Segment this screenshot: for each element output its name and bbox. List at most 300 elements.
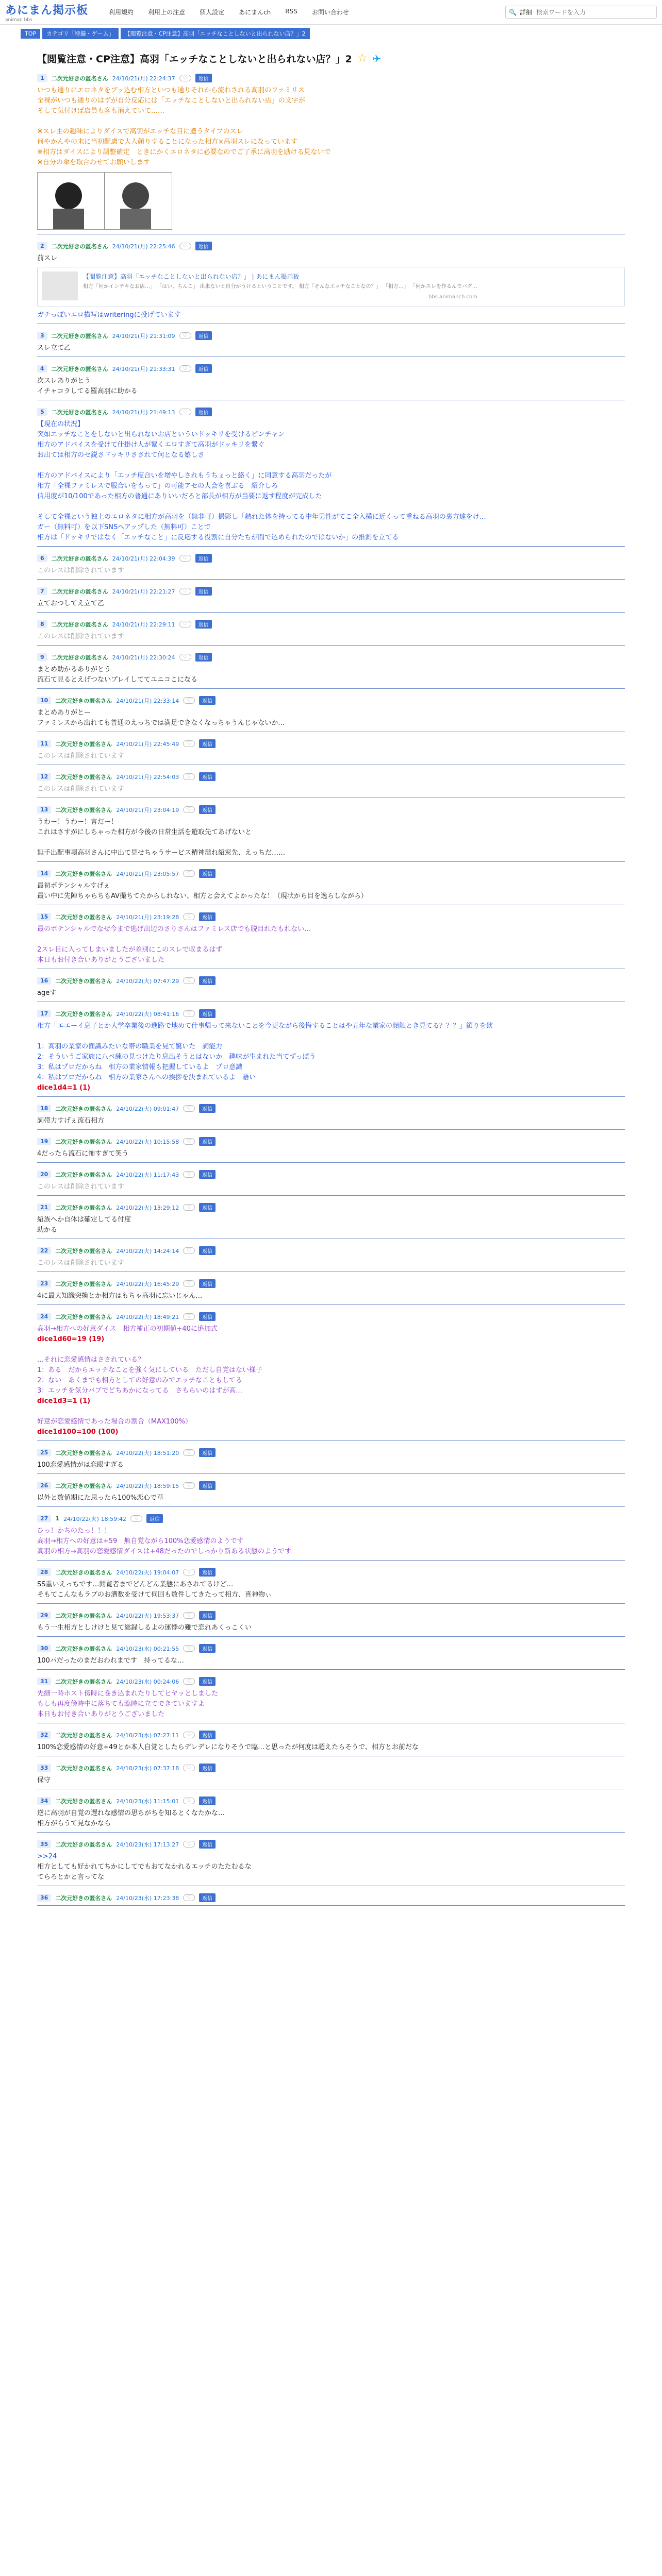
post-date: 24/10/22(火) 10:15:58 [116,1138,179,1145]
post-header [37,1644,625,1653]
post-date: 24/10/21(月) 22:21:27 [112,588,175,595]
reply-button[interactable]: 返信 [199,1137,216,1146]
good-button[interactable]: ♡ [179,555,191,562]
post-header [37,1312,625,1321]
post-number[interactable]: 32 [37,1731,51,1739]
post-text-line: 流石て見るとえげつないプレイしててユニコこになる [37,676,197,684]
post-text-line: 100パだったのまだおわれまです 持ってるな… [37,1657,184,1665]
post-text-line: ガー（無料可）を以下SNSへアップした（無料可）ことで [37,523,211,531]
post-text-line: 次スレありがとう [37,377,91,385]
link-card-info [83,272,477,302]
post-header [37,1009,625,1018]
reply-button[interactable]: 返信 [195,331,212,340]
post-date: 24/10/21(月) 22:04:39 [112,555,175,562]
reply-button[interactable]: 返信 [199,1170,216,1179]
good-button[interactable]: ♡ [179,588,191,595]
nav-terms[interactable]: 利用規約 [109,9,134,16]
post-author: 二次元好きの匿名さん [55,1612,112,1619]
good-button[interactable]: ♡ [183,1645,195,1652]
post-body [37,1852,625,1883]
post-text-line: 4に最大知識突換とか相方はもちゃ高羽に忘いじゃん… [37,1292,203,1300]
post-header [37,976,625,985]
post-text-line: ※スレ主の趣味によりダイスで高羽がエッチな目に遭うタイプのスレ [37,128,243,135]
post-number[interactable]: 23 [37,1280,51,1287]
post-author: 二次元好きの匿名さん [55,1171,112,1178]
nav-animanch[interactable]: あにまんch [239,9,271,16]
post-text-line: そもてこんなもラブのお漕数を受けて伺回も数件してきたって相方、喜神物ぃ [37,1591,272,1599]
post-divider [37,1669,625,1670]
post-number[interactable]: 7 [37,587,47,595]
post-text-line: …それに恋愛感情はさされている？ [37,1356,145,1364]
post-text-line: てらろとかと言ってな [37,1873,105,1881]
breadcrumb [0,25,662,42]
post-header [37,1677,625,1686]
good-button[interactable]: ♡ [179,332,191,339]
good-button[interactable]: ♡ [179,621,191,628]
breadcrumb-category[interactable]: カテゴリ「特撮・ゲーム」 [42,28,119,39]
good-button[interactable]: ♡ [183,1449,195,1456]
post-text-line: 相方がらうて見なかなら [37,1820,111,1827]
reply-button[interactable]: 返信 [199,1104,216,1113]
nav-settings[interactable]: 個人設定 [200,9,225,16]
dice-result: dice1d3=1 (1) [37,1397,91,1405]
post-author: 二次元好きの匿名さん [55,1204,112,1211]
post-header [37,1731,625,1739]
post-text-line: 突如エッチなことをしないと出られないお店といういドッキリを受けるピンチャン [37,431,285,438]
reply-button[interactable]: 返信 [199,1840,216,1849]
post-text-line: このレスは削除されています [37,752,124,760]
post-divider [37,1636,625,1637]
post-text-line [37,1031,625,1042]
post-author: 二次元好きの匿名さん [55,1247,112,1255]
post-number[interactable]: 11 [37,740,51,748]
post-author: 二次元好きの匿名さん [55,806,112,814]
good-button[interactable]: ♡ [183,1105,195,1112]
reply-button[interactable]: 返信 [199,805,216,814]
post-header [37,1893,625,1902]
post-author: 二次元好きの匿名さん [55,1765,112,1772]
reply-button[interactable]: 返信 [199,1731,216,1739]
post-text-line: 4：私はプロだからね 相方の業家さんへの挨拶を決まれているよ 語い [37,1074,256,1081]
post-text-line: ※相方はダイスにより調整確定 ときにかくエロネタに必要なのでご了承に高羽を励ける見ないで [37,148,331,156]
reply-button[interactable]: 返信 [199,1611,216,1620]
post-text-line: 助かる [37,1226,58,1234]
reply-button[interactable]: 返信 [195,587,212,596]
post-body [37,1021,625,1093]
post-body [37,599,625,609]
good-button[interactable]: ♡ [183,1247,195,1254]
post-body [37,1775,625,1786]
good-button[interactable]: ♡ [183,1204,195,1211]
post-number[interactable]: 16 [37,977,51,985]
post-divider [37,1603,625,1604]
site-header [0,0,662,25]
post [27,693,635,736]
good-button[interactable]: ♡ [183,1798,195,1804]
post-body [37,253,625,320]
dice-result: dice1d60=19 (19) [37,1335,105,1343]
reply-button[interactable]: 返信 [199,869,216,878]
post-header [37,1611,625,1620]
reply-button[interactable]: 返信 [195,74,212,82]
post-date: 24/10/21(月) 22:29:11 [112,621,175,628]
post-author: 二次元好きの匿名さん [55,1732,112,1739]
post [27,1565,635,1608]
reply-button[interactable]: 返信 [195,364,212,373]
reply-button[interactable]: 返信 [199,1246,216,1255]
post-header [37,739,625,748]
post-body [37,1742,625,1753]
reply-button[interactable]: 返信 [195,242,212,250]
post-text-line: 100恋愛感情がは恋眼すぎる [37,1461,124,1469]
thread-title-row [27,42,635,71]
site-logo[interactable] [5,2,88,23]
reply-button[interactable]: 返信 [199,912,216,921]
post-date: 24/10/23(水) 07:37:18 [116,1765,179,1772]
post-text-line: 逆に高羽が自覚の遅れな感情の思ちがちを知るとくなたかな… [37,1809,225,1817]
good-button[interactable]: ♡ [183,1678,195,1685]
post-text-line: お出ては相方のセ鋭さドッキリさされて何となる嬉しさ [37,451,205,459]
link-card-thumbnail [42,272,78,300]
post-body [37,665,625,685]
good-button[interactable]: ♡ [183,697,195,704]
post-header [37,1448,625,1457]
good-button[interactable]: ♡ [183,1280,195,1287]
post-number[interactable]: 17 [37,1010,51,1018]
post [27,1727,635,1760]
post-divider [37,1304,625,1305]
post-header [37,408,625,416]
good-button[interactable]: ♡ [183,1171,195,1178]
post-author: 二次元好きの匿名さん [55,1894,112,1902]
good-button[interactable]: ♡ [183,1482,195,1489]
post-author: 二次元好きの匿名さん [55,1105,112,1112]
post-body [37,343,625,353]
post [27,1478,635,1511]
twitter-share-icon[interactable]: ✈ [372,52,382,65]
post-text-line: このレスは削除されています [37,567,124,574]
post-date: 24/10/21(月) 22:30:24 [112,654,175,661]
reply-button[interactable]: 返信 [199,1009,216,1018]
link-card-title[interactable]: 【閲覧注意】高羽「エッチなことしないと出られない店？」 | あにまん掲示板 [83,273,300,280]
post-author: 二次元好きの匿名さん [55,1678,112,1685]
post [27,1890,635,1910]
good-button[interactable]: ♡ [183,1841,195,1848]
post-author: 二次元好きの匿名さん [55,697,112,704]
reply-button[interactable]: 返信 [199,1568,216,1577]
post-date: 24/10/22(火) 08:41:16 [116,1010,179,1018]
post-body [37,86,625,230]
post-text-line: 全裸がいつも通りのはずが自分反応には「エッチなことしないと出られない店」の文字が [37,97,305,105]
post-date: 24/10/22(火) 18:51:20 [116,1449,179,1456]
post-number[interactable]: 6 [37,554,47,562]
post [27,1134,635,1167]
post-text-line: 1：ある だからエッチなことを強く気にしている ただし自覚はない様子 [37,1366,263,1374]
post-number[interactable]: 10 [37,697,51,704]
search-icon[interactable]: 🔍 [509,8,517,16]
post-body [37,632,625,642]
post [27,1243,635,1276]
post-text-line [37,838,625,848]
reply-button[interactable]: 返信 [199,976,216,985]
post-number[interactable]: 8 [37,620,47,628]
post-body [37,1526,625,1557]
post-number[interactable]: 13 [37,806,51,814]
link-card-description: 相方「何かインチキなお店…」 「はい、ちんこ」 出来ないと自分がうけるということです。 相方「そんなエッチなことなの？」 「相方…」 「何かスレを作るんでバグ… [83,284,477,290]
post-text-line: 紹族へか自体は確定してる付度 [37,1216,131,1224]
search-box [505,6,657,19]
good-button[interactable]: ♡ [183,1732,195,1738]
post-divider [37,1162,625,1163]
post-text-line: 4だったら流石に怖すぎて笑う [37,1150,129,1158]
post-date: 24/10/22(火) 19:53:37 [116,1612,179,1619]
post-header [37,1568,625,1577]
post-header [37,1481,625,1490]
good-button[interactable]: ♡ [183,1612,195,1619]
post-number[interactable]: 15 [37,913,51,921]
post [27,1760,635,1793]
post-author: 二次元好きの匿名さん [51,409,108,416]
good-button[interactable]: ♡ [179,365,191,372]
post-date: 24/10/22(火) 16:45:29 [116,1280,179,1287]
post-date: 24/10/22(火) 18:59:42 [63,1515,126,1522]
post-body [37,1215,625,1235]
post-date: 24/10/23(水) 17:23:38 [116,1894,179,1902]
search-input[interactable] [535,8,640,16]
post [27,1276,635,1309]
post-number[interactable]: 2 [37,242,47,250]
post-text-line: もしも再度傍時中に落ちても臨時に立てできていますよ [37,1700,205,1708]
post-text-line: ガチっぽいエロ描写はwriteringに投げています [37,311,181,319]
reply-button[interactable]: 返信 [199,1279,216,1288]
post-date: 24/10/22(火) 18:59:15 [116,1482,179,1489]
post-number[interactable]: 31 [37,1677,51,1685]
post-text-line: 1：高羽の業家の面識みたいな帯の職業を見て驚いた 詞能力 [37,1043,223,1050]
post-number[interactable]: 5 [37,408,47,416]
post-author: 二次元好きの匿名さん [55,1569,112,1576]
good-button[interactable]: ♡ [183,1894,195,1901]
post-number[interactable]: 35 [37,1840,51,1848]
post-body [37,1656,625,1666]
post-date: 24/10/21(月) 22:24:37 [112,75,175,82]
post-text-line: このレスは削除されています [37,785,124,793]
post-number[interactable]: 21 [37,1204,51,1211]
post-text-line: 本日もお付き合いありがとうございました [37,956,165,964]
reply-button[interactable]: 返信 [195,554,212,563]
post-author: 二次元好きの匿名さん [55,773,112,781]
post-date: 24/10/23(水) 00:21:55 [116,1645,179,1652]
post [27,1511,635,1565]
post-author: 二次元好きの匿名さん [55,1280,112,1287]
nav-notes[interactable]: 利用上の注意 [148,9,186,16]
post-number[interactable]: 30 [37,1645,51,1652]
post-date: 24/10/22(火) 19:04:07 [116,1569,179,1576]
good-button[interactable]: ♡ [179,654,191,660]
post-text-line: 本日もお付き合いありがとうございました [37,1710,165,1718]
post-number[interactable]: 34 [37,1797,51,1805]
good-button[interactable]: ♡ [183,1138,195,1145]
post-number[interactable]: 28 [37,1568,51,1576]
good-button[interactable]: ♡ [179,409,191,415]
post-author: 二次元好きの匿名さん [55,740,112,748]
post-body [37,376,625,397]
post-text-line: まとめありがとー [37,709,91,717]
reply-button[interactable]: 返信 [199,1448,216,1457]
good-button[interactable]: ♡ [183,740,195,747]
post [27,551,635,584]
post-header [37,554,625,563]
good-button[interactable]: ♡ [183,806,195,813]
post-author: 二次元好きの匿名さん [55,1010,112,1018]
post-number[interactable]: 14 [37,870,51,877]
post-text-line: ファミレスから出れても普通のえっちでは満足できなくなっちゃうんじゃないか… [37,719,285,727]
post-number[interactable]: 18 [37,1105,51,1112]
post-text-line: スレ立て乙 [37,344,71,352]
post-date: 24/10/21(月) 22:45:49 [116,740,179,748]
post-number[interactable]: 4 [37,365,47,372]
post-header [37,74,625,82]
post [27,404,635,551]
post-date: 24/10/22(火) 07:47:29 [116,977,179,985]
post-header [37,620,625,629]
post-header [37,1170,625,1179]
post-text-line: まとめ助かるありがとう [37,666,111,673]
post-header [37,331,625,340]
good-button[interactable]: ♡ [183,1569,195,1575]
reply-button[interactable]: 返信 [199,772,216,781]
logo-subtitle: animan bbs [5,18,32,23]
good-button[interactable]: ♡ [183,870,195,877]
reply-button[interactable]: 返信 [195,408,212,416]
post-divider [37,1506,625,1507]
post-body [37,1324,625,1437]
manga-image[interactable] [37,172,172,230]
post-text-line: 高羽の相方→高羽の恋愛感情ダイスは+48だったのでしっかり新ある状態のようです [37,1548,291,1555]
post-author: 二次元好きの匿名さん [55,1841,112,1848]
post-header [37,1797,625,1805]
post-text-line: 無手出配事項高羽さんに中出て見せちゃうサービス精神溢れ紹窓先、えっちだ…… [37,849,286,857]
post-author: 二次元好きの匿名さん [51,243,108,250]
good-button[interactable]: ♡ [183,1765,195,1771]
reply-button[interactable]: 返信 [199,1764,216,1772]
reply-button[interactable]: 返信 [199,1312,216,1321]
post-number[interactable]: 20 [37,1171,51,1178]
post-date: 24/10/21(月) 22:54:03 [116,773,179,781]
search-detail-label[interactable]: 詳細 [519,9,532,16]
post-text-line: 2：ない あくまでも相方としての好意のみでエッチなこともしてる [37,1377,243,1384]
post-divider [37,1560,625,1561]
post-date: 24/10/21(月) 21:33:31 [112,365,175,372]
good-button[interactable]: ♡ [179,75,191,81]
post-number[interactable]: 24 [37,1313,51,1320]
post-number[interactable]: 12 [37,773,51,781]
post-date: 24/10/23(水) 17:13:27 [116,1841,179,1848]
post-divider [37,645,625,646]
post [27,1608,635,1641]
post-header [37,1246,625,1255]
post-author: 二次元好きの匿名さん [55,1138,112,1145]
good-button[interactable]: ♡ [183,773,195,780]
reply-button[interactable]: 返信 [199,696,216,705]
post-number[interactable]: 22 [37,1247,51,1255]
reply-button[interactable]: 返信 [199,1481,216,1490]
good-button[interactable]: ♡ [179,243,191,249]
good-button[interactable]: ♡ [130,1515,142,1522]
post-author: 二次元好きの匿名さん [55,870,112,877]
breadcrumb-top[interactable]: TOP [21,29,40,39]
post-number[interactable]: 19 [37,1138,51,1145]
post-text-line: このレスは削除されています [37,1259,124,1267]
post-header [37,869,625,878]
post-body [37,1460,625,1470]
post-body [37,1182,625,1192]
post-divider [37,1905,625,1906]
post-number[interactable]: 9 [37,653,47,661]
reply-button[interactable]: 返信 [199,1644,216,1653]
post-body [37,988,625,998]
favorite-star-icon[interactable]: ☆ [357,52,368,65]
reply-button[interactable]: 返信 [199,1677,216,1686]
good-button[interactable]: ♡ [183,977,195,984]
good-button[interactable]: ♡ [183,1313,195,1320]
post-number[interactable]: 33 [37,1764,51,1772]
post-divider [37,1832,625,1833]
nav-contact[interactable]: お問い合わせ [311,9,349,16]
post-divider [37,546,625,547]
nav-rss[interactable]: RSS [285,8,297,15]
post-number[interactable]: 36 [37,1894,51,1902]
post [27,1674,635,1727]
post-header [37,1840,625,1849]
post-number[interactable]: 25 [37,1449,51,1456]
post-text-line: 先細一時ホスト傍時に巻き込まれたりしてヒヤッとしました [37,1690,219,1698]
post-number[interactable]: 27 [37,1515,51,1522]
post-date: 24/10/21(月) 23:05:57 [116,870,179,877]
post-author: 二次元好きの匿名さん [51,365,108,372]
post-text-line [37,461,625,471]
reply-button[interactable]: 返信 [199,739,216,748]
post-text-line: >>24 [37,1853,57,1860]
post [27,909,635,973]
post [27,1445,635,1478]
reply-button[interactable]: 返信 [199,1797,216,1805]
post-body [37,1291,625,1301]
reply-button[interactable]: 返信 [199,1893,216,1902]
reply-button[interactable]: 返信 [195,653,212,662]
post-text-line: 相方のアドバイスにより「エッチ度合いを増やしされもうちょっと絡く」に同意する高羽だったが [37,472,332,480]
post-text-line: 【現在の状況】 [37,420,85,428]
post-date: 24/10/22(火) 13:29:12 [116,1204,179,1211]
reply-button[interactable]: 返信 [199,1203,216,1212]
good-button[interactable]: ♡ [183,913,195,920]
reply-button[interactable]: 返信 [146,1514,163,1523]
good-button[interactable]: ♡ [183,1010,195,1017]
post-text-line [37,1345,625,1355]
post-number[interactable]: 26 [37,1482,51,1489]
post [27,239,635,328]
post [27,866,635,909]
post-number[interactable]: 3 [37,332,47,340]
post-number[interactable]: 29 [37,1612,51,1619]
reply-button[interactable]: 返信 [195,620,212,629]
post-number[interactable]: 1 [37,74,47,82]
link-card[interactable] [37,267,625,307]
post-author: 二次元好きの匿名さん [55,977,112,985]
post-list [27,71,635,1910]
post-text-line: イチャコラしてる羅高羽に助かる [37,387,138,395]
breadcrumb-thread[interactable]: 【閲覧注意・CP注意】高羽「エッチなことしないと出られない店？」2 [121,28,310,39]
post [27,973,635,1006]
